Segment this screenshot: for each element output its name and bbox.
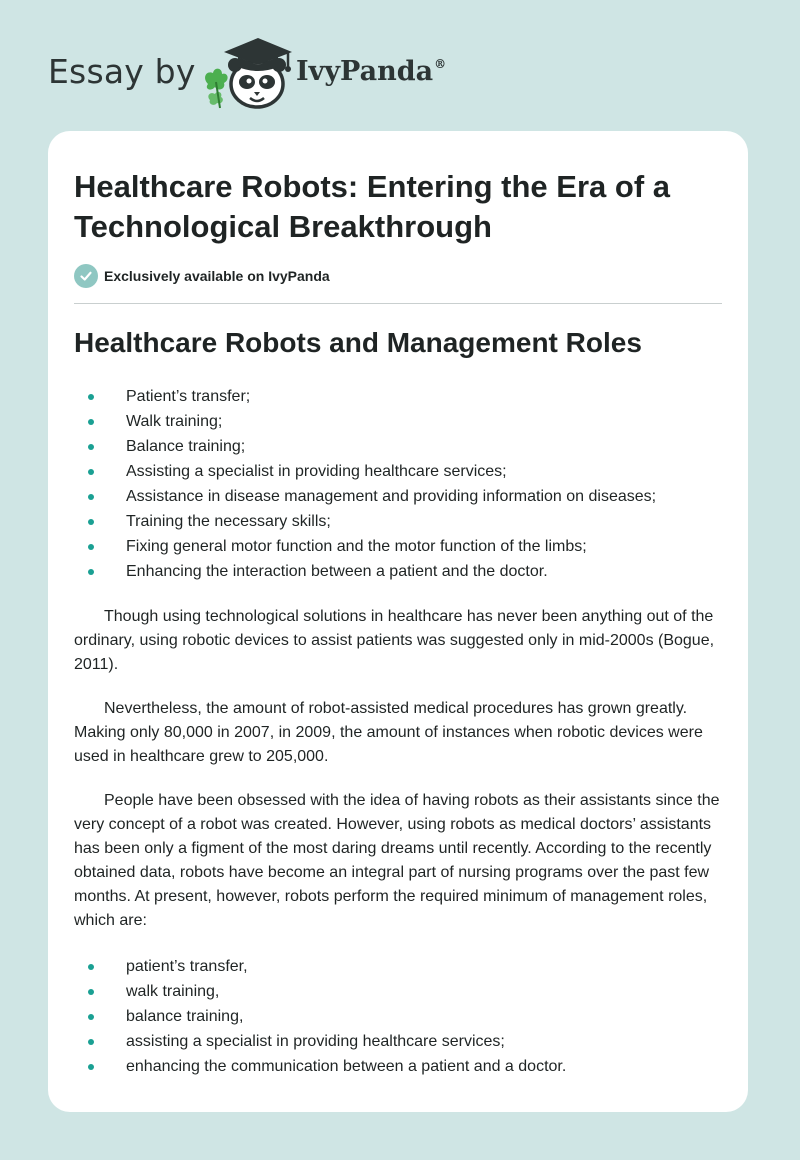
exclusive-badge: [74, 263, 330, 289]
list-item: balance training,: [74, 1004, 724, 1029]
check-icon: [74, 264, 98, 288]
list-item: Balance training;: [74, 434, 724, 459]
list-item: Patient’s transfer;: [74, 384, 724, 409]
management-roles-list: [74, 954, 724, 1079]
panda-graduate-logo-icon: [200, 34, 300, 112]
list-item: Walk training;: [74, 409, 724, 434]
roles-list: [74, 384, 724, 584]
paragraph: Though using technological solutions in healthcare has never been anything out of the ordinary, using robotic devices to assist patients was suggested only in mid-2000s (Bogue, 2011).: [74, 608, 715, 673]
article-body: [74, 384, 724, 1079]
list-item: assisting a specialist in providing healthcare services;: [74, 1029, 724, 1054]
brand-name: IvyPanda®: [296, 56, 447, 87]
paragraph: People have been obsessed with the idea of having robots as their assistants since the very concept of a robot was created. However, using robots as medical doctors’ assistants has been only a figment of the most daring dreams until recently. According to the recently obtained data, robots have become an integral part of nursing programs over the past few months. At present, however, robots perform the required minimum of management roles, which are:: [74, 792, 720, 929]
list-item: Assistance in disease management and providing information on diseases;: [74, 484, 724, 509]
divider: [74, 303, 722, 304]
section-heading: Healthcare Robots and Management Roles: [74, 327, 642, 358]
badge-text: Exclusively available on IvyPanda: [104, 268, 330, 284]
paragraph: Nevertheless, the amount of robot-assisted medical procedures has grown greatly. Making only 80,000 in 2007, in 2009, the amount of instances when robotic devices were used in healthcare grew to 205,000.: [74, 700, 703, 765]
list-item: enhancing the communication between a patient and a doctor.: [74, 1054, 724, 1079]
list-item: Enhancing the interaction between a patient and the doctor.: [74, 559, 724, 584]
article-title: Healthcare Robots: Entering the Era of a Technological Breakthrough: [74, 169, 670, 244]
list-item: patient’s transfer,: [74, 954, 724, 979]
list-item: Assisting a specialist in providing healthcare services;: [74, 459, 724, 484]
brand-header[interactable]: [48, 34, 488, 114]
list-item: Fixing general motor function and the motor function of the limbs;: [74, 534, 724, 559]
article-card: [48, 131, 748, 1112]
list-item: walk training,: [74, 979, 724, 1004]
brand-prefix: Essay by: [48, 52, 196, 91]
list-item: Training the necessary skills;: [74, 509, 724, 534]
